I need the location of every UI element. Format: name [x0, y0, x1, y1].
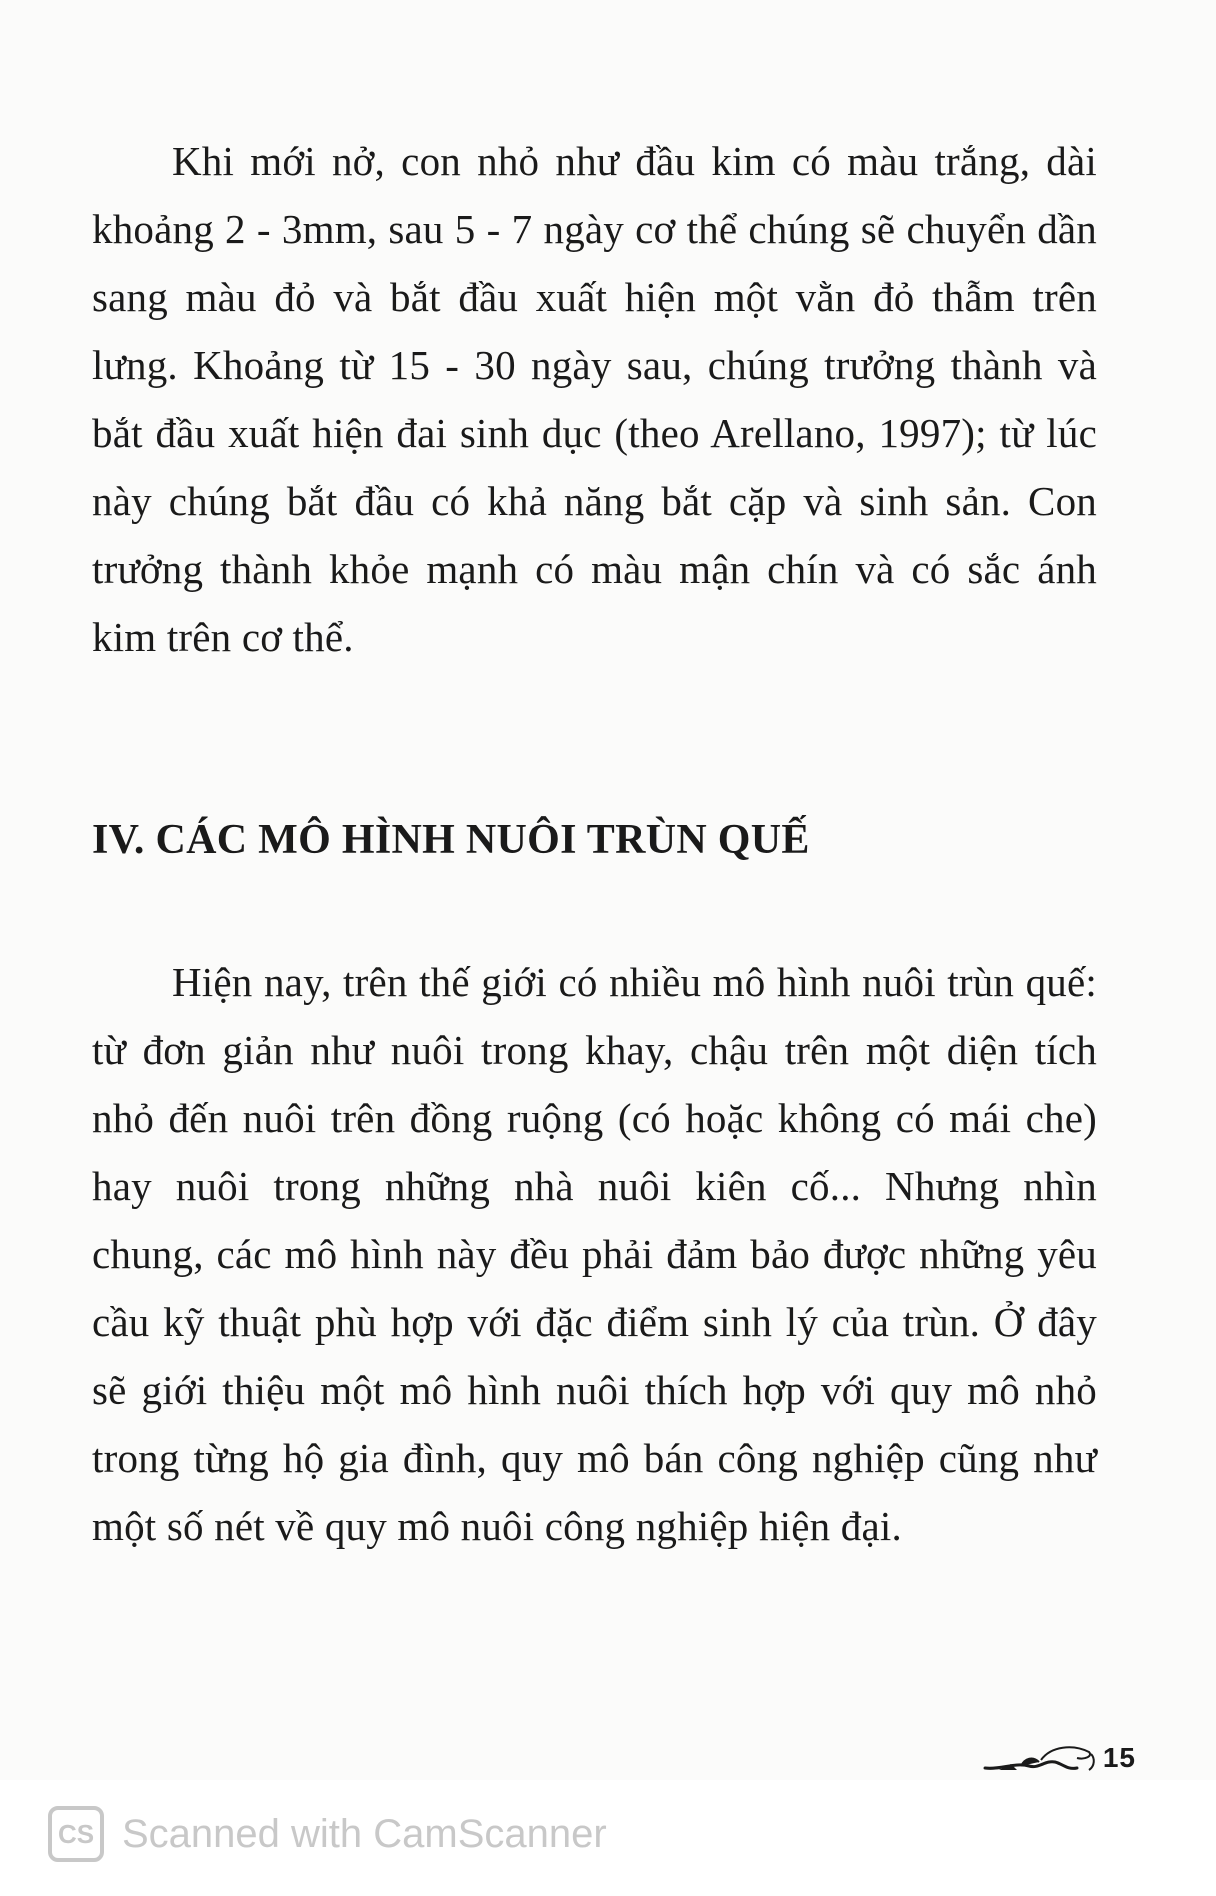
paragraph-1: Khi mới nở, con nhỏ như đầu kim có màu trắng, dài khoảng 2 - 3mm, sau 5 - 7 ngày cơ thể chúng sẽ chuyển dần sang màu đỏ và bắt đầu xuất hiện một vằn đỏ thẫm trên lưng. Khoảng từ 15 - 30 ngày sau, chúng trưởng thành và bắt đầu xuất hiện đai sinh dục (theo Arellano, 1997); từ lúc này chúng bắt đầu có khả năng bắt cặp và sinh sản. Con trưởng thành khỏe mạnh có màu mận chín và có sắc ánh kim trên cơ thể.: [92, 138, 1097, 660]
page-footer: [981, 1740, 1136, 1776]
section-heading: IV. CÁC MÔ HÌNH NUÔI TRÙN QUẾ: [92, 817, 810, 863]
watermark-text: Scanned with CamScanner: [122, 1811, 607, 1856]
camscanner-logo-icon: CS: [48, 1806, 104, 1862]
page-number: 15: [1102, 1742, 1136, 1773]
camscanner-watermark: [48, 1806, 607, 1862]
worm-ornament-icon: [981, 1740, 1101, 1776]
paragraph-2: Hiện nay, trên thế giới có nhiều mô hình nuôi trùn quế: từ đơn giản như nuôi trong khay, chậu trên một diện tích nhỏ đến nuôi trên đồng ruộng (có hoặc không có mái che) hay nuôi trong những nhà nuôi kiên cố... Nhưng nhìn chung, các mô hình này đều phải đảm bảo được những yêu cầu kỹ thuật phù hợp với đặc điểm sinh lý của trùn. Ở đây sẽ giới thiệu một mô hình nuôi thích hợp với quy mô nhỏ trong từng hộ gia đình, quy mô bán công nghiệp cũng như một số nét về quy mô nuôi công nghiệp hiện đại.: [92, 959, 1097, 1549]
